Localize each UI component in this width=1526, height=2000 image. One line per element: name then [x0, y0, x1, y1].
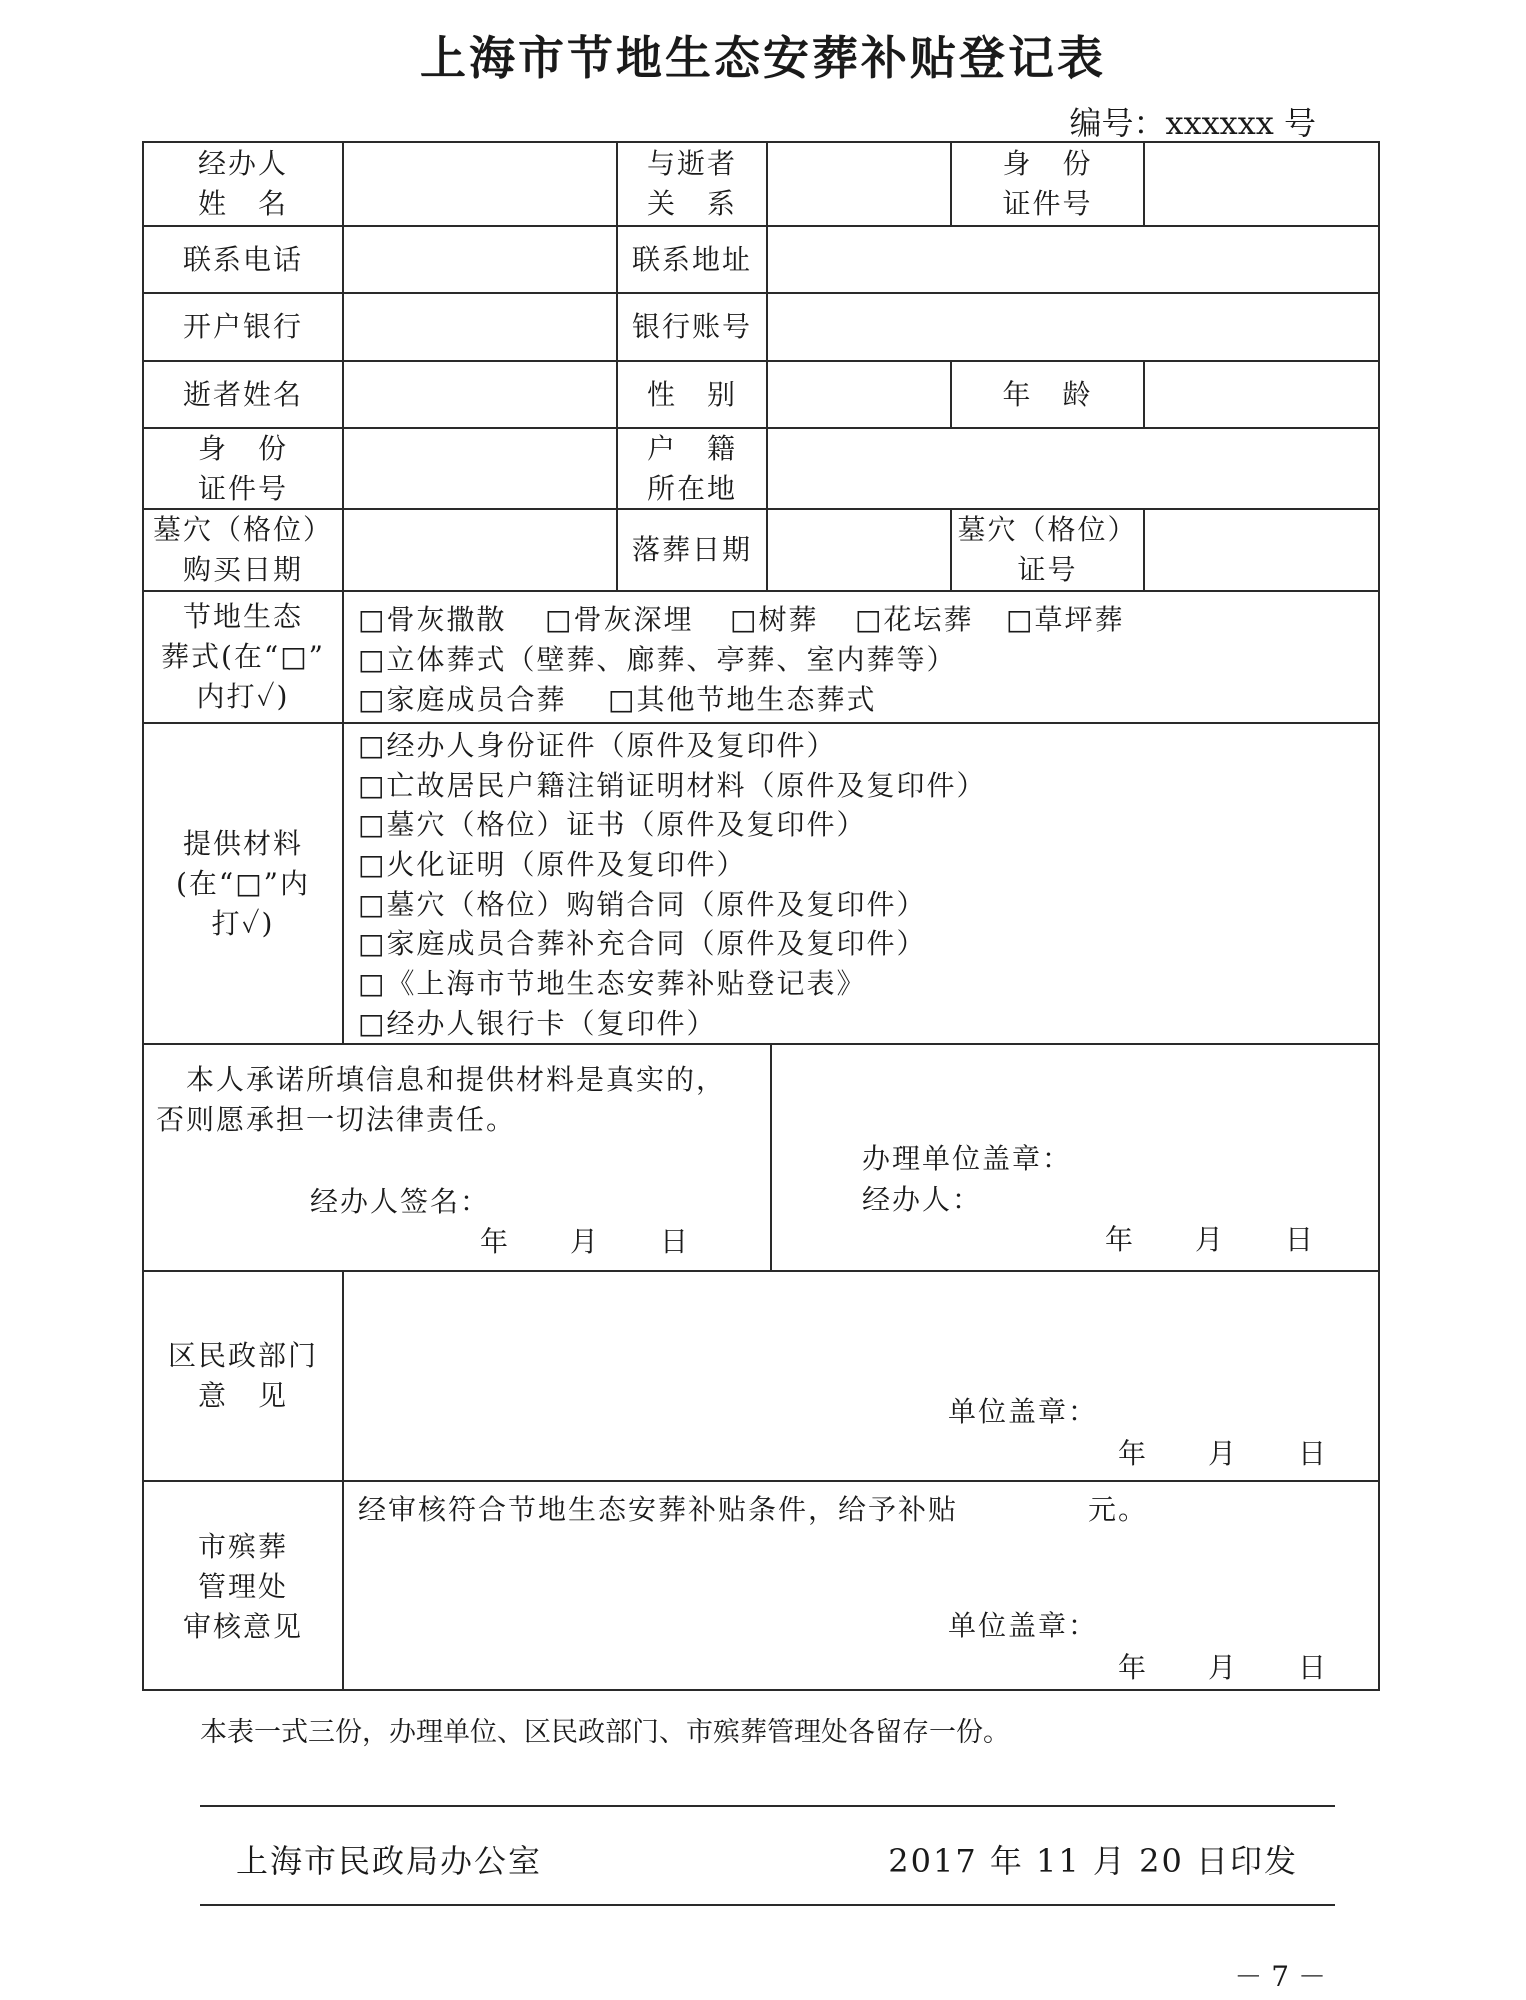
option-ash-scattering[interactable]: □骨灰撒散	[358, 603, 507, 636]
label-burial-mode: 节地生态 葬式(在“□” 内打✓)	[160, 600, 325, 713]
option-flowerbed-burial[interactable]: □花坛葬	[855, 603, 974, 636]
option-other-burial[interactable]: □其他节地生态葬式	[608, 683, 877, 716]
agent-name-field[interactable]	[344, 143, 616, 225]
material-item[interactable]: □经办人银行卡（复印件）	[358, 1007, 717, 1040]
grave-purchase-date-field[interactable]	[344, 510, 616, 590]
label-deceased-id: 身 份 证件号	[197, 431, 288, 505]
label-household: 户 籍 所在地	[646, 431, 737, 505]
district-opinion-field[interactable]	[344, 1272, 1378, 1422]
material-item[interactable]: □墓穴（格位）证书（原件及复印件）	[358, 808, 867, 841]
grave-cert-field[interactable]	[1145, 510, 1378, 590]
label-address: 联系地址	[631, 242, 752, 276]
account-field[interactable]	[768, 294, 1378, 360]
bank-field[interactable]	[344, 294, 616, 360]
office-agent-label: 经办人：	[862, 1183, 983, 1216]
label-account: 银行账号	[631, 310, 752, 343]
option-lawn-burial[interactable]: □草坪葬	[1006, 603, 1125, 636]
issue-date: 2017 年 11 月 20 日印发	[888, 1842, 1298, 1880]
material-item[interactable]: □经办人身份证件（原件及复印件）	[358, 729, 837, 762]
label-grave-cert: 墓穴（格位） 证号	[957, 513, 1138, 586]
option-family-joint-burial[interactable]: □家庭成员合葬	[358, 683, 567, 716]
material-item[interactable]: □《上海市节地生态安葬补贴登记表》	[358, 967, 867, 1000]
label-city-review: 市殡葬 管理处 审核意见	[182, 1529, 303, 1643]
office-seal-label: 办理单位盖章：	[862, 1142, 1073, 1175]
agent-id-field[interactable]	[1145, 143, 1378, 225]
page-number: － 7 －	[1234, 1960, 1326, 1993]
city-seal-label: 单位盖章：	[948, 1609, 1099, 1642]
deceased-name-field[interactable]	[344, 362, 616, 427]
issuer: 上海市民政局办公室	[236, 1842, 543, 1880]
label-relation: 与逝者 关 系	[646, 147, 737, 220]
material-item[interactable]: □亡故居民户籍注销证明材料（原件及复印件）	[358, 769, 987, 802]
household-field[interactable]	[768, 429, 1378, 508]
age-field[interactable]	[1145, 362, 1378, 427]
col-divider	[770, 1043, 772, 1270]
label-age: 年 龄	[1002, 377, 1093, 411]
label-bank: 开户银行	[182, 310, 303, 343]
label-burial-date: 落葬日期	[631, 533, 752, 566]
material-item[interactable]: □家庭成员合葬补充合同（原件及复印件）	[358, 927, 927, 960]
relation-field[interactable]	[768, 143, 950, 225]
footer-bottom-rule	[200, 1904, 1335, 1906]
option-vertical-burial[interactable]: □立体葬式（壁葬、廊葬、亭葬、室内葬等）	[358, 643, 957, 676]
deceased-id-field[interactable]	[344, 429, 616, 508]
pledge-date: 年 月 日	[480, 1225, 691, 1258]
agent-signature-label: 经办人签名：	[310, 1185, 491, 1218]
material-item[interactable]: □墓穴（格位）购销合同（原件及复印件）	[358, 888, 927, 921]
option-tree-burial[interactable]: □树葬	[730, 603, 819, 636]
label-deceased-name: 逝者姓名	[182, 377, 303, 411]
address-field[interactable]	[768, 227, 1378, 292]
label-materials: 提供材料 (在“□”内 打✓)	[175, 826, 310, 940]
city-date: 年 月 日	[1118, 1651, 1329, 1684]
pledge-line-2: 否则愿承担一切法律责任。	[156, 1103, 517, 1136]
label-district-opinion: 区民政部门 意 见	[167, 1339, 318, 1412]
subsidy-amount-field[interactable]	[982, 1488, 1082, 1524]
form-number: 编号：xxxxxx 号	[1069, 104, 1316, 142]
option-deep-burial[interactable]: □骨灰深埋	[545, 603, 694, 636]
footer-top-rule	[200, 1805, 1335, 1807]
burial-date-field[interactable]	[768, 510, 950, 590]
phone-field[interactable]	[344, 227, 616, 292]
office-date: 年 月 日	[1105, 1223, 1316, 1256]
form-title: 上海市节地生态安葬补贴登记表	[420, 31, 1106, 85]
material-item[interactable]: □火化证明（原件及复印件）	[358, 848, 747, 881]
row-divider	[142, 1043, 1380, 1045]
label-grave-purchase-date: 墓穴（格位） 购买日期	[152, 513, 333, 586]
label-agent-id: 身 份 证件号	[1002, 147, 1093, 220]
gender-field[interactable]	[768, 362, 950, 427]
label-agent-name: 经办人 姓 名	[197, 147, 288, 220]
pledge-line-1: 本人承诺所填信息和提供材料是真实的，	[186, 1063, 727, 1096]
label-phone: 联系电话	[182, 242, 303, 276]
district-date: 年 月 日	[1118, 1437, 1329, 1470]
label-gender: 性 别	[646, 377, 737, 411]
approval-unit: 元。	[1088, 1493, 1149, 1526]
copies-note: 本表一式三份，办理单位、区民政部门、市殡葬管理处各留存一份。	[200, 1717, 1010, 1748]
approval-text: 经审核符合节地生态安葬补贴条件，给予补贴	[358, 1493, 959, 1526]
district-seal-label: 单位盖章：	[948, 1395, 1099, 1428]
